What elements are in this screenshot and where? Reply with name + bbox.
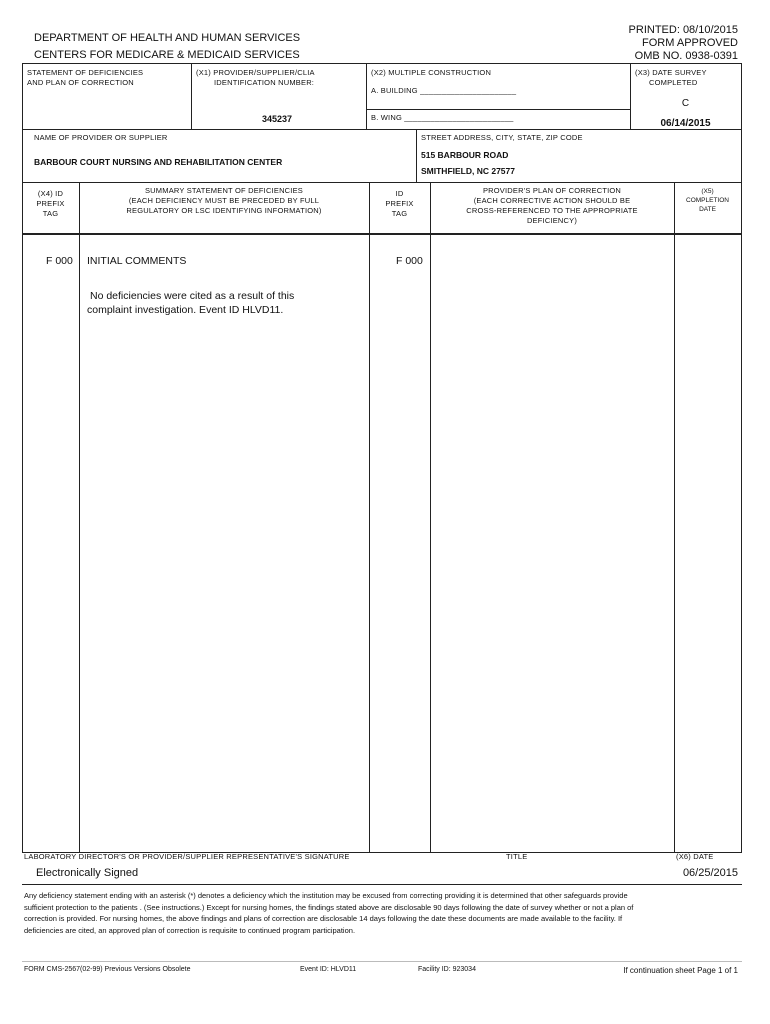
signature-value: Electronically Signed bbox=[36, 867, 139, 879]
id-header-3: TAG bbox=[391, 209, 408, 218]
summary-header: SUMMARY STATEMENT OF DEFICIENCIES bbox=[144, 186, 303, 195]
building-field: A. BUILDING ______________________ bbox=[371, 86, 517, 95]
comment-line-1: No deficiencies were cited as a result of this bbox=[90, 290, 295, 302]
id-header: ID bbox=[395, 189, 404, 198]
x2-label: (X2) MULTIPLE CONSTRUCTION bbox=[371, 68, 492, 77]
id-header-2: PREFIX bbox=[385, 199, 414, 208]
page-indicator: If continuation sheet Page 1 of 1 bbox=[623, 966, 738, 975]
divider bbox=[22, 884, 742, 885]
entry-heading: INITIAL COMMENTS bbox=[87, 255, 187, 267]
comment-line-2: complaint investigation. Event ID HLVD11. bbox=[87, 304, 284, 316]
facility-id: Facility ID: 923034 bbox=[418, 966, 476, 973]
box-top-border bbox=[22, 63, 742, 64]
divider bbox=[22, 129, 742, 130]
divider bbox=[22, 961, 742, 962]
x3-label-2: COMPLETED bbox=[649, 78, 698, 87]
divider bbox=[366, 63, 367, 129]
survey-code: C bbox=[681, 98, 690, 109]
survey-completed-date: 06/14/2015 bbox=[660, 118, 711, 129]
disclaimer-text: Any deficiency statement ending with an asterisk (*) denotes a deficiency which the institution may be excused from correcting providing it is determined that other safeguards provide sufficient protection to the patients . (See instructions.) Except for nursing homes, the findings stated above are disclosable 90 days following the date of survey whether or not a plan of correction is provided. For nursing homes, the above findings and plans of correction are disclosable 14 days following the date these documents are made available to the facility. If deficiencies are cited, an approved plan of correction is requisite to continued program participation. bbox=[24, 891, 634, 935]
divider bbox=[369, 182, 370, 853]
provider-name: BARBOUR COURT NURSING AND REHABILITATION CENTER bbox=[34, 157, 283, 167]
divider bbox=[22, 182, 742, 183]
plan-header-3: CROSS-REFERENCED TO THE APPROPRIATE bbox=[466, 206, 638, 215]
statement-label: STATEMENT OF DEFICIENCIES bbox=[27, 68, 144, 77]
department-name: DEPARTMENT OF HEALTH AND HUMAN SERVICES bbox=[34, 32, 301, 44]
summary-header-2: (EACH DEFICIENCY MUST BE PRECEDED BY FULL bbox=[128, 196, 320, 205]
x4-header-2: PREFIX bbox=[36, 199, 65, 208]
x6-date-label: (X6) DATE bbox=[676, 852, 714, 861]
printed-date: PRINTED: 08/10/2015 bbox=[628, 24, 738, 36]
title-label: TITLE bbox=[506, 852, 528, 861]
divider bbox=[366, 109, 630, 110]
divider bbox=[79, 182, 80, 853]
form-approved: FORM APPROVED bbox=[642, 37, 738, 49]
x1-label: (X1) PROVIDER/SUPPLIER/CLIA bbox=[196, 68, 315, 77]
plan-header-2: (EACH CORRECTIVE ACTION SHOULD BE bbox=[473, 196, 631, 205]
event-id: Event ID: HLVD11 bbox=[300, 966, 357, 973]
divider bbox=[416, 129, 417, 182]
summary-header-3: REGULATORY OR LSC IDENTIFYING INFORMATION) bbox=[126, 206, 322, 215]
statement-label-2: AND PLAN OF CORRECTION bbox=[27, 78, 134, 87]
divider bbox=[191, 63, 192, 129]
prefix-tag-left: F 000 bbox=[46, 255, 73, 267]
prefix-tag-right: F 000 bbox=[396, 255, 423, 267]
signature-label: LABORATORY DIRECTOR'S OR PROVIDER/SUPPLIER REPRESENTATIVE'S SIGNATURE bbox=[24, 852, 350, 861]
x5-header-3: DATE bbox=[699, 206, 716, 213]
agency-name: CENTERS FOR MEDICARE & MEDICAID SERVICES bbox=[34, 49, 300, 61]
provider-name-label: NAME OF PROVIDER OR SUPPLIER bbox=[34, 133, 168, 142]
form-number: FORM CMS-2567(02-99) Previous Versions Obsolete bbox=[24, 966, 191, 973]
plan-header: PROVIDER'S PLAN OF CORRECTION bbox=[482, 186, 622, 195]
divider bbox=[22, 233, 742, 235]
divider bbox=[674, 182, 675, 853]
address-label: STREET ADDRESS, CITY, STATE, ZIP CODE bbox=[421, 133, 583, 142]
provider-id-number: 345237 bbox=[262, 114, 293, 124]
city-state-zip: SMITHFIELD, NC 27577 bbox=[421, 166, 515, 176]
divider bbox=[430, 182, 431, 853]
street-address: 515 BARBOUR ROAD bbox=[421, 150, 509, 160]
x4-header-3: TAG bbox=[42, 209, 59, 218]
x5-header-2: COMPLETION bbox=[686, 197, 729, 204]
x4-header: (X4) ID bbox=[37, 189, 64, 198]
plan-header-4: DEFICIENCY) bbox=[526, 216, 578, 225]
x3-label: (X3) DATE SURVEY bbox=[635, 68, 707, 77]
x5-header: (X5) bbox=[701, 188, 714, 195]
x1-label-2: IDENTIFICATION NUMBER: bbox=[214, 78, 315, 87]
signature-date: 06/25/2015 bbox=[682, 867, 738, 879]
wing-field: B. WING _________________________ bbox=[371, 113, 514, 122]
omb-number: OMB NO. 0938-0391 bbox=[634, 50, 738, 62]
